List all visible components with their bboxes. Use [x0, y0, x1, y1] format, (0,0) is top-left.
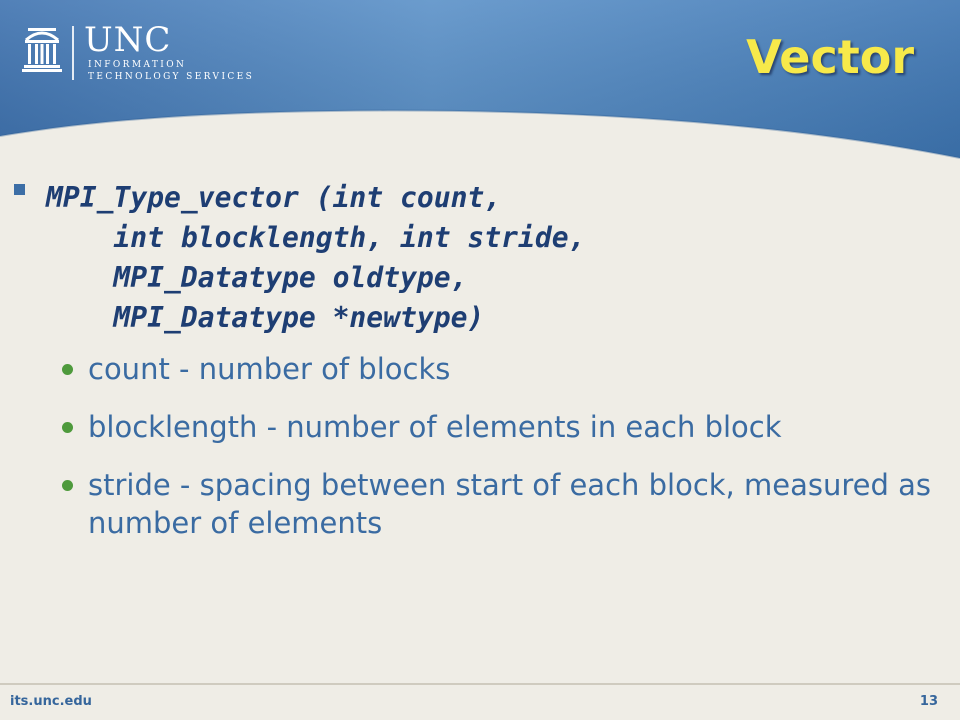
code-line: MPI_Datatype oldtype,	[46, 261, 468, 294]
logo-divider	[72, 26, 74, 80]
parameter-text: blocklength - number of elements in each block	[88, 410, 782, 444]
footer-divider	[0, 683, 960, 685]
logo-unc-text: UNC	[84, 20, 172, 60]
round-bullet-icon	[62, 422, 73, 433]
parameter-item-stride	[62, 466, 942, 542]
page-number: 13	[919, 694, 938, 709]
parameter-item-count	[62, 350, 942, 388]
parameter-item-blocklength	[62, 408, 942, 446]
round-bullet-icon	[62, 480, 73, 491]
logo-information-text: INFORMATION	[88, 60, 187, 70]
function-signature-code	[46, 178, 944, 338]
old-well-icon	[22, 24, 62, 74]
code-line: MPI_Datatype *newtype)	[46, 301, 485, 334]
square-bullet-icon	[14, 184, 25, 195]
code-line: int blocklength, int stride,	[46, 221, 586, 254]
function-signature-bullet	[14, 178, 944, 338]
logo-technology-services-text: TECHNOLOGY SERVICES	[88, 72, 255, 82]
parameter-text: count - number of blocks	[88, 352, 451, 386]
code-line: MPI_Type_vector (int count,	[46, 181, 502, 214]
round-bullet-icon	[62, 364, 73, 375]
slide-title: Vector	[746, 30, 914, 84]
footer-website: its.unc.edu	[10, 694, 92, 709]
unc-its-logo	[22, 20, 282, 84]
parameter-text: stride - spacing between start of each block, measured as number of elements	[88, 468, 931, 540]
parameter-list	[62, 350, 942, 562]
